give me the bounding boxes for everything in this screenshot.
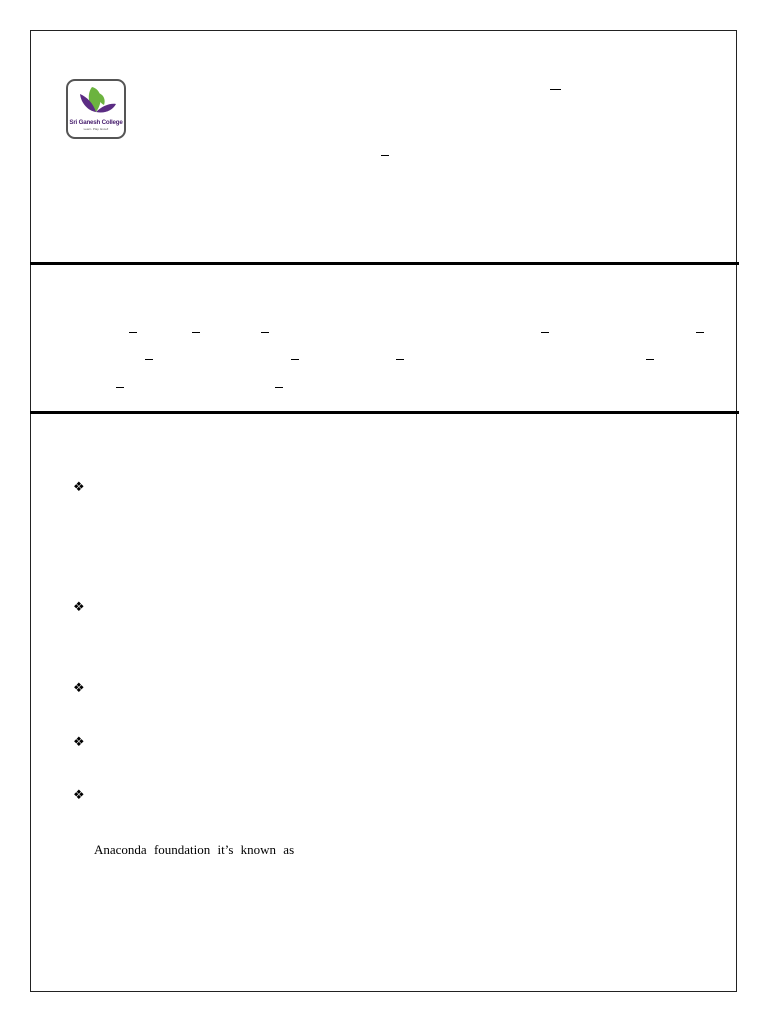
- bullet-diamond-icon: ❖: [73, 600, 85, 615]
- logo-tagline: Learn. Play. Excel!: [83, 127, 109, 131]
- college-logo: [66, 79, 126, 139]
- bullet-diamond-icon: ❖: [73, 735, 85, 750]
- dash-mark: [381, 155, 389, 156]
- bullet-diamond-icon: ❖: [73, 788, 85, 803]
- body-paragraph: Anaconda foundation it’s known as: [94, 842, 295, 857]
- dash-mark: [396, 359, 404, 360]
- dash-mark: [261, 332, 269, 333]
- dash-mark: [116, 387, 124, 388]
- section-divider: [30, 262, 739, 265]
- dash-mark: [541, 332, 549, 333]
- section-divider: [30, 411, 739, 414]
- dash-mark: [550, 89, 561, 90]
- dash-mark: [145, 359, 153, 360]
- dash-mark: [696, 332, 704, 333]
- logo-wordmark: Sri Ganesh College: [69, 119, 123, 126]
- dash-mark: [275, 387, 283, 388]
- dash-mark: [646, 359, 654, 360]
- dash-mark: [129, 332, 137, 333]
- bullet-diamond-icon: ❖: [73, 681, 85, 696]
- bullet-diamond-icon: ❖: [73, 480, 85, 495]
- dash-mark: [192, 332, 200, 333]
- dash-mark: [291, 359, 299, 360]
